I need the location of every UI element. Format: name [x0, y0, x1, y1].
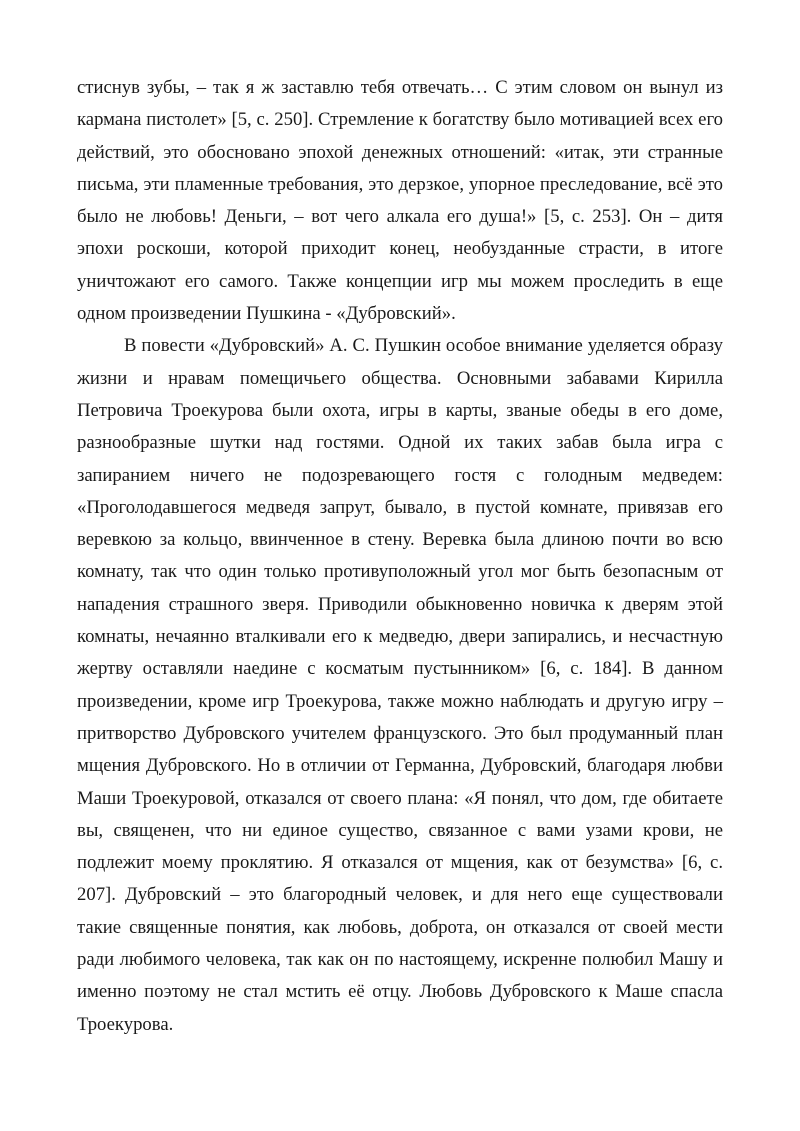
paragraph-1: стиснув зубы, – так я ж заставлю тебя отвечать… С этим словом он вынул из кармана пистолет» [5, с. 250]. Стремление к богатству было мотивацией всех его действий, это обосновано эпохой денежных отношений: «итак, эти странные письма, эти пламенные требования, это дерзкое, упорное преследование, всё это было не любовь! Деньги, – вот чего алкала его душа!» [5, с. 253]. Он – дитя эпохи роскоши, которой приходит конец, необузданные страсти, в итоге уничтожают его самого. Также концепции игр мы можем проследить в еще одном произведении Пушкина - «Дубровский».	[77, 77, 723, 325]
body-text	[77, 72, 723, 1041]
paragraph-2: В повести «Дубровский» А. С. Пушкин особое внимание уделяется образу жизни и нравам помещичьего общества. Основными забавами Кирилла Петровича Троекурова были охота, игры в карты, званые обеды в его доме, разнообразные шутки над гостями. Одной их таких забав была игра с запиранием ничего не подозревающего гостя с голодным медведем: «Проголодавшегося медведя запрут, бывало, в пустой комнате, привязав его веревкою за кольцо, ввинченное в стену. Веревка была длиною почти во всю комнату, так что один только противуположный угол мог быть безопасным от нападения страшного зверя. Приводили обыкновенно новичка к дверям этой комнаты, нечаянно вталкивали его к медведю, двери запирались, и несчастную жертву оставляли наедине с косматым пустынником» [6, с. 184]. В данном произведении, кроме игр Троекурова, также можно наблюдать и другую игру – притворство Дубровского учителем французского. Это был продуманный план мщения Дубровского. Но в отличии от Германна, Дубровский, благодаря любви Маши Троекуровой, отказался от своего плана: «Я понял, что дом, где обитаете вы, священен, что ни единое существо, связанное с вами узами крови, не подлежит моему проклятию. Я отказался от мщения, как от безумства» [6, с. 207]. Дубровский – это благородный человек, и для него еще существовали такие священные понятия, как любовь, доброта, он отказался от своей мести ради любимого человека, так как он по настоящему, искренне полюбил Машу и именно поэтому не стал мстить её отцу. Любовь Дубровского к Маше спасла Троекурова.	[77, 335, 723, 1035]
